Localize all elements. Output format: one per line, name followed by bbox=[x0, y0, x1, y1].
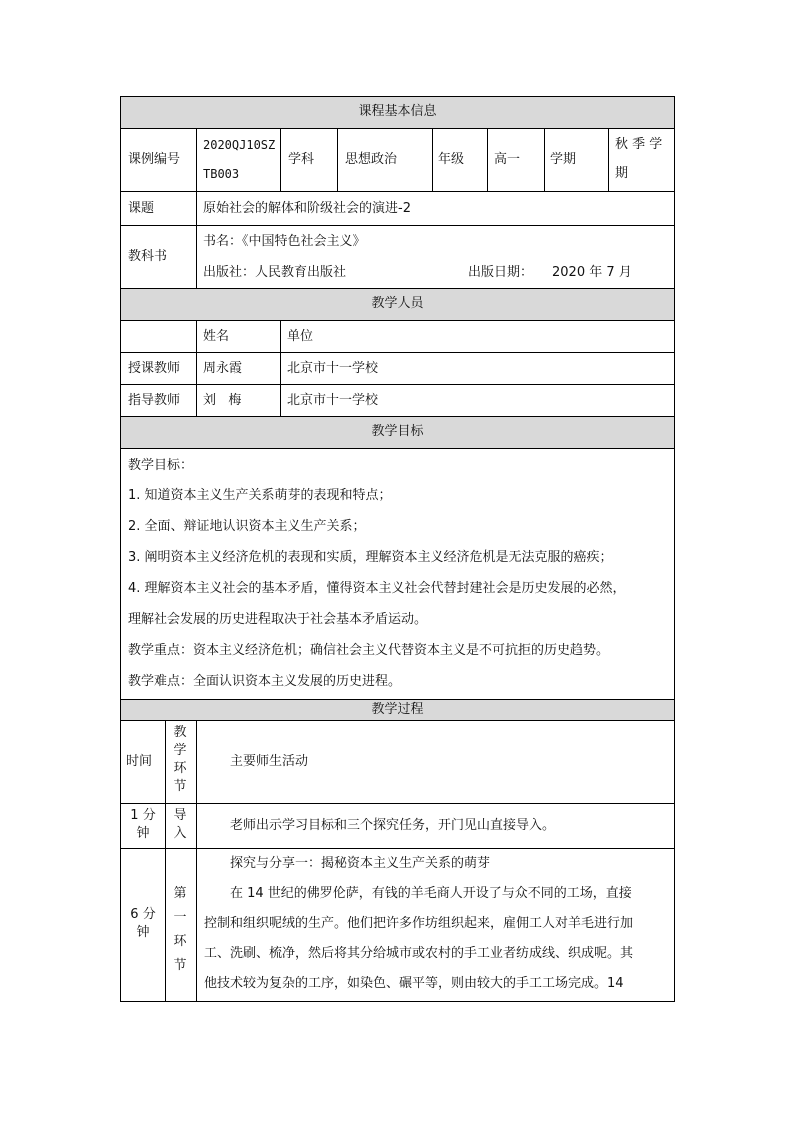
activity-col-header: 主要师生活动 bbox=[230, 754, 309, 769]
staff-name: 周永霞 bbox=[203, 361, 243, 376]
publisher: 出版社：人民教育出版社 bbox=[203, 265, 347, 280]
grade-value: 高一 bbox=[494, 152, 521, 167]
key-point: 教学重点：资本主义经济危机；确信社会主义代替资本主义是不可抗拒的历史趋势。 bbox=[128, 643, 610, 658]
goals-header: 教学目标 bbox=[371, 424, 424, 439]
pub-date-value: 2020 年 7 月 bbox=[552, 265, 632, 280]
term-value-line2: 期 bbox=[615, 166, 629, 181]
topic-value: 原始社会的解体和阶级社会的演进-2 bbox=[203, 201, 411, 216]
staff-name-col: 姓名 bbox=[203, 329, 230, 344]
goal-item: 4. 理解资本主义社会的基本矛盾，懂得资本主义社会代替封建社会是历史发展的必然， bbox=[128, 581, 626, 596]
row-stage: 第一环节 bbox=[173, 886, 187, 973]
term-value-line1: 秋 季 学 bbox=[615, 137, 663, 152]
staff-unit-col: 单位 bbox=[287, 329, 314, 344]
row-stage: 导入 bbox=[173, 808, 187, 841]
textbook-label: 教科书 bbox=[128, 249, 168, 264]
row-activity-line: 探究与分享一：揭秘资本主义生产关系的萌芽 bbox=[230, 856, 491, 871]
subject-value: 思想政治 bbox=[345, 152, 398, 167]
book-name: 书名：《中国特色社会主义》 bbox=[203, 234, 366, 249]
row-activity-line: 他技术较为复杂的工序，如染色、碾平等，则由较大的手工工场完成。14 bbox=[204, 976, 624, 991]
difficulty: 教学难点：全面认识资本主义发展的历史进程。 bbox=[128, 674, 402, 689]
pub-date-label: 出版日期： bbox=[468, 265, 534, 280]
staff-name: 刘 梅 bbox=[203, 393, 242, 408]
staff-role: 指导教师 bbox=[128, 393, 181, 408]
case-no-line2: TB003 bbox=[203, 167, 240, 181]
staff-unit: 北京市十一学校 bbox=[287, 361, 379, 376]
subject-label: 学科 bbox=[288, 152, 315, 167]
goal-item: 3. 阐明资本主义经济危机的表现和实质，理解资本主义经济危机是无法克服的癌疾； bbox=[128, 550, 613, 565]
term-label: 学期 bbox=[550, 152, 577, 167]
goal-item: 1. 知道资本主义生产关系萌芽的表现和特点； bbox=[128, 488, 392, 503]
topic-label: 课题 bbox=[128, 201, 155, 216]
row-activity-line: 老师出示学习目标和三个探究任务，开门见山直接导入。 bbox=[230, 818, 556, 833]
staff-role: 授课教师 bbox=[128, 361, 181, 376]
case-no-line1: 2020QJ10SZ bbox=[203, 138, 276, 152]
time-col-header: 时间 bbox=[126, 754, 153, 769]
grade-label: 年级 bbox=[438, 152, 465, 167]
row-activity-line: 在 14 世纪的佛罗伦萨，有钱的羊毛商人开设了与众不同的工场，直接 bbox=[230, 886, 632, 901]
staff-unit: 北京市十一学校 bbox=[287, 393, 379, 408]
row-activity-line: 工、洗刷、梳净，然后将其分给城市或农村的手工业者纺成线、织成呢。其 bbox=[204, 946, 634, 961]
row-activity-line: 控制和组织呢绒的生产。他们把许多作坊组织起来，雇佣工人对羊毛进行加 bbox=[204, 916, 634, 931]
case-no-label: 课例编号 bbox=[128, 152, 181, 167]
basic-info-header: 课程基本信息 bbox=[358, 104, 437, 119]
goal-item: 2. 全面、辩证地认识资本主义生产关系； bbox=[128, 519, 366, 534]
process-header: 教学过程 bbox=[371, 702, 424, 717]
stage-col-header: 教学环节 bbox=[173, 725, 187, 794]
row-time: 1 分钟 bbox=[130, 808, 156, 841]
staff-header: 教学人员 bbox=[371, 296, 424, 311]
goals-intro: 教学目标： bbox=[128, 458, 194, 473]
goal-item: 理解社会发展的历史进程取决于社会基本矛盾运动。 bbox=[128, 612, 428, 627]
row-time: 6 分钟 bbox=[130, 907, 156, 940]
